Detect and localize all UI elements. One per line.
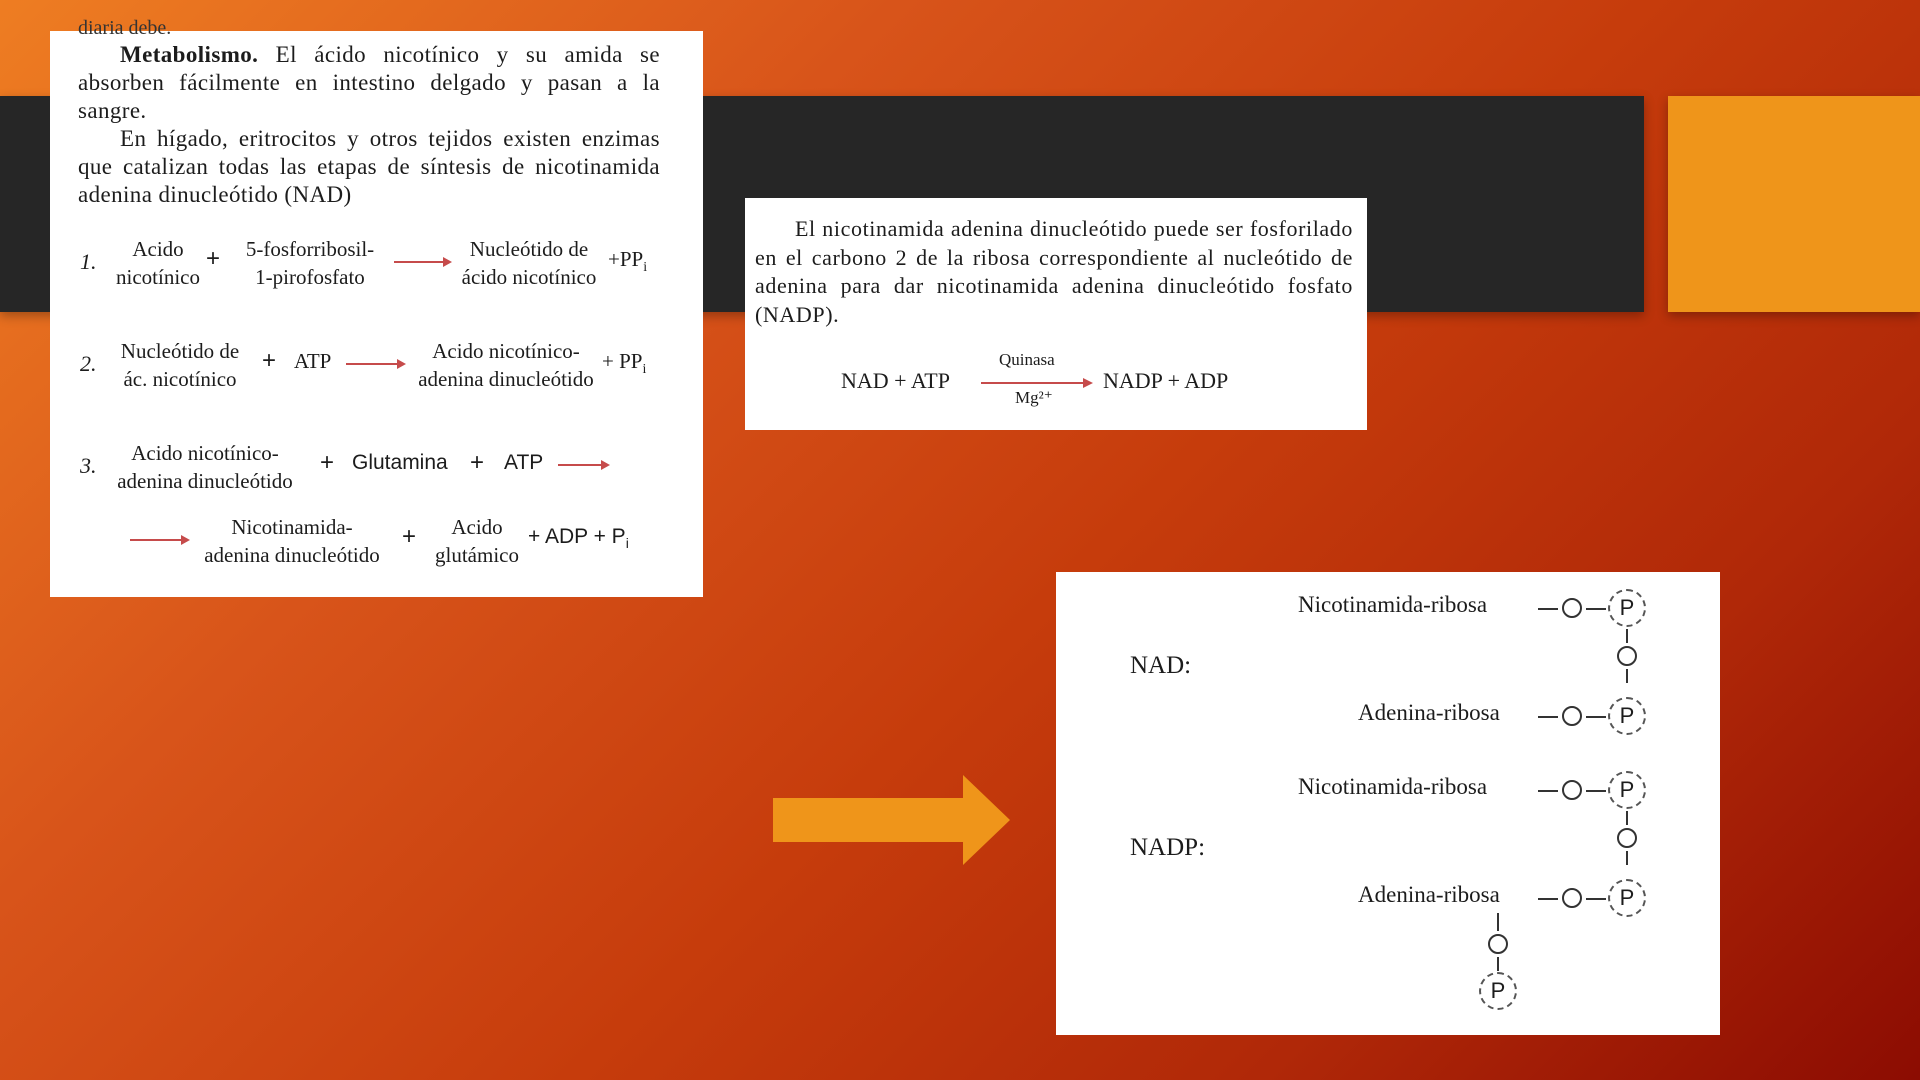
bond	[1538, 608, 1558, 610]
plus-sign: +	[402, 523, 417, 550]
reactant-glutamine: Glutamina	[352, 451, 448, 474]
oxygen-atom	[1617, 828, 1637, 848]
bond	[1626, 851, 1628, 865]
byproduct-text: + PP	[602, 349, 643, 373]
metabolism-paragraph-1-text: El ácido nicotínico y su amida se absorben fácilmente en intestino delgado y pasan a la sangre.	[78, 42, 660, 123]
product	[424, 513, 530, 569]
bond	[1626, 629, 1628, 643]
nadp-panel	[745, 198, 1367, 430]
equation-right: NADP + ADP	[1103, 368, 1229, 393]
metabolism-paragraph-2	[78, 125, 660, 209]
metabolism-paragraph-1	[78, 41, 660, 125]
product-line: adenina dinucleótido	[418, 367, 594, 391]
subscript: i	[643, 260, 648, 276]
adenine-ribose-label: Adenina-ribosa	[1358, 700, 1500, 725]
bond	[1586, 790, 1606, 792]
cutoff-text: diaria debe.	[78, 17, 172, 39]
product-line: Nicotinamida-	[231, 515, 353, 539]
nadp-paragraph	[755, 215, 1353, 329]
phosphate-group: P	[1608, 697, 1646, 735]
product-line: adenina dinucleótido	[204, 543, 380, 567]
product-line: ácido nicotínico	[461, 265, 597, 289]
reaction-arrow	[558, 464, 608, 466]
oxygen-atom	[1562, 706, 1582, 726]
phosphate-group: P	[1608, 589, 1646, 627]
reaction-number: 1.	[80, 249, 97, 274]
reactant	[98, 439, 312, 495]
bond	[1497, 957, 1499, 971]
right-arrow-icon	[773, 775, 1010, 865]
nadp-paragraph-text: El nicotinamida adenina dinucleótido puede ser fosforilado en el carbono 2 de la ribosa correspondiente al nucleótido de adenina para dar nicotinamida adenina dinucleótido fosfato (NADP).	[755, 216, 1353, 327]
phosphate-group: P	[1608, 879, 1646, 917]
metabolism-paragraph-2-text: En hígado, eritrocitos y otros tejidos existen enzimas que catalizan todas las etapas de síntesis de nicotinamida adenina dinucleótido (NAD)	[78, 126, 660, 207]
plus-sign: +	[320, 449, 335, 476]
oxygen-atom	[1488, 934, 1508, 954]
reactant-line: Acido nicotínico-	[131, 441, 279, 465]
equation-arrow	[981, 382, 1091, 384]
reactant-line: ác. nicotínico	[123, 367, 237, 391]
nicotinamide-ribose-label: Nicotinamida-ribosa	[1298, 592, 1488, 617]
reactant-line: 1-pirofosfato	[255, 265, 365, 289]
bond	[1626, 811, 1628, 825]
subscript: i	[625, 535, 629, 552]
reactant-line: nicotínico	[116, 265, 200, 289]
bond	[1586, 716, 1606, 718]
plus-sign: +	[262, 347, 277, 374]
equation-left: NAD + ATP	[841, 368, 950, 393]
product	[400, 337, 612, 393]
reactant-line: adenina dinucleótido	[117, 469, 293, 493]
reactant	[230, 235, 390, 291]
product	[446, 235, 612, 291]
equation-enzyme: Quinasa	[999, 350, 1055, 369]
reactant-atp: ATP	[504, 451, 544, 474]
product	[186, 513, 398, 569]
byproduct	[528, 525, 629, 551]
byproduct	[602, 349, 646, 378]
bond	[1626, 669, 1628, 683]
plus-sign: +	[470, 449, 485, 476]
bond	[1586, 608, 1606, 610]
bond	[1586, 898, 1606, 900]
plus-sign: +	[206, 245, 221, 272]
phosphate-group: P	[1608, 771, 1646, 809]
subscript: i	[642, 362, 647, 378]
nadp-label: NADP:	[1130, 834, 1206, 861]
metabolism-heading: Metabolismo.	[120, 42, 259, 67]
oxygen-atom	[1562, 780, 1582, 800]
reaction-number: 3.	[80, 453, 97, 478]
product-line: Acido nicotínico-	[432, 339, 580, 363]
bond	[1538, 898, 1558, 900]
structures-panel	[1056, 572, 1720, 1035]
reactant-line: Acido	[132, 237, 184, 261]
byproduct	[608, 247, 647, 276]
product-line: Nucleótido de	[469, 237, 589, 261]
bond	[1538, 790, 1558, 792]
equation-cofactor: Mg²⁺	[1015, 388, 1053, 407]
reactant	[108, 235, 208, 291]
reaction-arrow	[130, 539, 188, 541]
bond	[1538, 716, 1558, 718]
oxygen-atom	[1617, 646, 1637, 666]
bond	[1497, 913, 1499, 931]
product-line: Acido	[451, 515, 503, 539]
byproduct-text: +PP	[608, 247, 644, 271]
reactant-line: Nucleótido de	[120, 339, 240, 363]
reactant-atp: ATP	[294, 349, 332, 373]
reaction-number: 2.	[80, 351, 97, 376]
metabolism-panel	[50, 17, 703, 597]
oxygen-atom	[1562, 888, 1582, 908]
oxygen-atom	[1562, 598, 1582, 618]
adenine-ribose-label: Adenina-ribosa	[1358, 882, 1500, 907]
nicotinamide-ribose-label: Nicotinamida-ribosa	[1298, 774, 1488, 799]
accent-block	[1668, 96, 1920, 312]
reactant	[106, 337, 254, 393]
product-line: glutámico	[435, 543, 519, 567]
phosphate-group: P	[1479, 972, 1517, 1010]
reaction-arrow	[346, 363, 404, 365]
reactant-line: 5-fosforribosil-	[245, 237, 375, 261]
nad-label: NAD:	[1130, 652, 1192, 679]
reaction-arrow	[394, 261, 450, 263]
byproduct-text: + ADP + P	[528, 525, 626, 548]
